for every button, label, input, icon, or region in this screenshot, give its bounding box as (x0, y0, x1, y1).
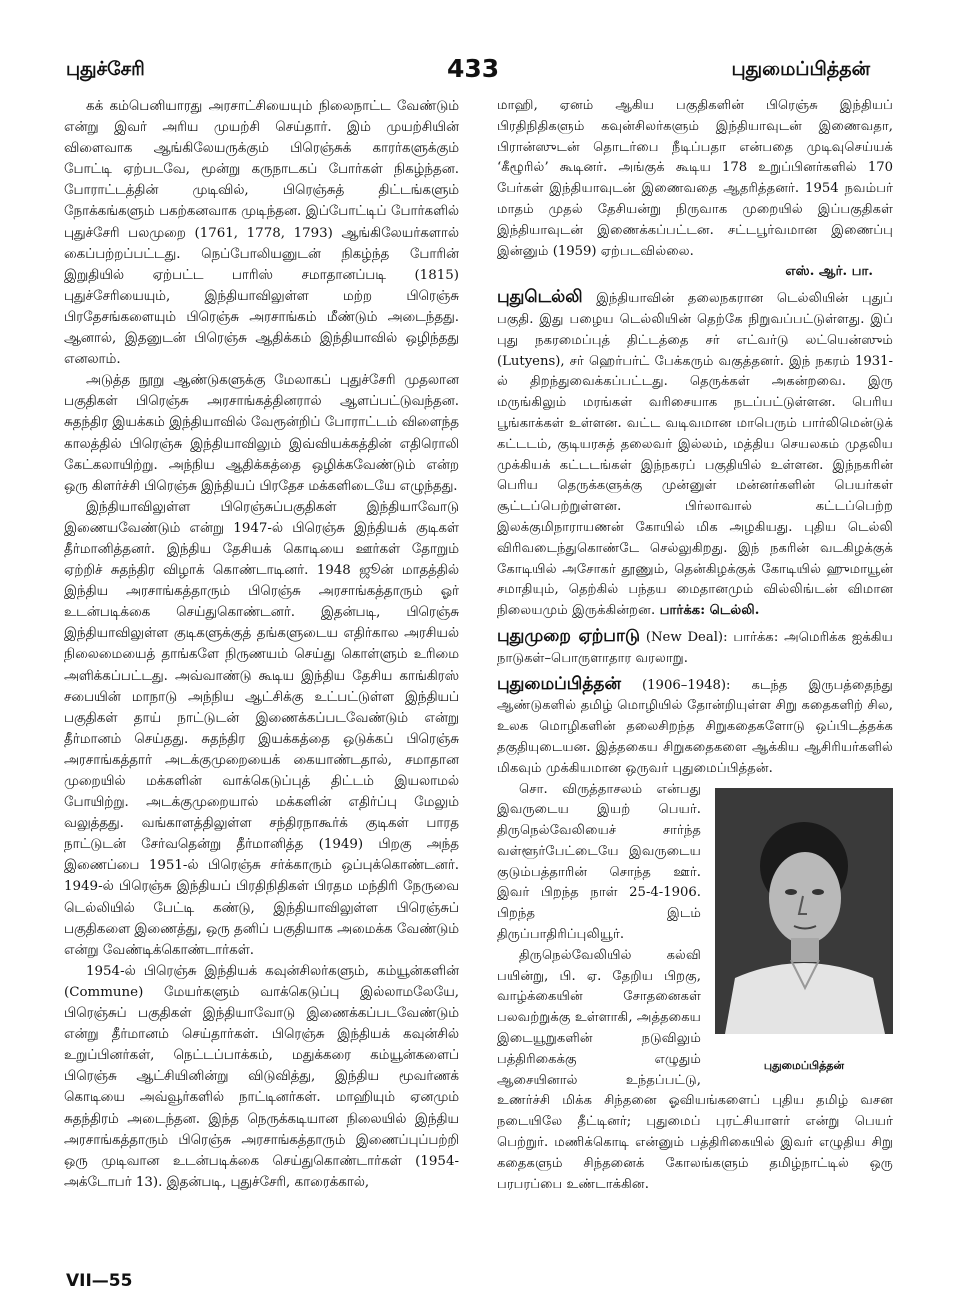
portrait-caption: புதுமைப்பித்தன் (763, 1058, 845, 1072)
entry-pudhumaippithan (497, 674, 893, 780)
paragraph: திருநெல்வேலியில் கல்வி பயின்று, பி. ஏ. தேறிய பிறகு, வாழ்க்கையின் சோதனைகள் பலவற்றுக்கு உள்ளாகி, அத்தகைய இடையூறுகளின் நடுவிலும் பத்திரிகைக்கு எழுதும் ஆசையினால் உந்தப்பட்டு, உணர்ச்சி மிக்க சிந்தனை ஓவியங்களைப் புதிய தமிழ் வசன நடையிலே தீட்டினர்; புதுமைப் புரட்சியாளர் என்று பெயர் பெற்றுர். மணிக்கொடி என்னும் பத்திரிகையில் இவர் எழுதிய சிறு கதைகளும் சிந்தனைக் கோலங்களும் தமிழ்நாட்டில் ஒரு பரபரப்பை உண்டாக்கின. (497, 947, 893, 1192)
entry-pudhu-delhi (497, 287, 893, 622)
paragraph: அடுத்த நூறு ஆண்டுகளுக்கு மேலாகப் புதுச்சேரி முதலான பகுதிகள் பிரெஞ்சு அரசாங்கத்தினரால் ஆளப்பட்டுவந்தன. சுதந்திர இயக்கம் இந்தியாவில் வேரூன்றிப் போராட்டம் விளைந்த காலத்தில் பிரெஞ்சு இந்தியாவிலும் இவ்வியக்கத்தின் எதிரொலி கேட்கலாயிற்று. அந்நிய ஆதிக்கத்தை ஒழிக்கவேண்டும் என்ற ஒரு கிளர்ச்சி பிரெஞ்சு இந்தியப் பிரதேச மக்களிடையே எழுந்தது. (64, 373, 459, 494)
entry-headword: புதுமைப்பித்தன் (497, 673, 621, 694)
paragraph: மாஹி, ஏனம் ஆகிய பகுதிகளின் பிரெஞ்சு இந்தியப் பிரதிநிதிகளும் கவுன்சிலர்களும் இந்தியாவுடன் இணைவதா, பிரான்ஸுடன் தொடர்பை நீடிப்பதா என்பதை முடிவுசெய்யக் ‘கீழூரில்’ கூடினர். அங்குக் கூடிய 178 உறுப்பினர்களில் 170 பேர்கள் இந்தியாவுடன் இணைவதை ஆதரித்தனர். 1954 நவம்பர் மாதம் முதல் தேசியன்று நிருவாக முறையில் இப்பகுதிகள் இந்தியாவுடன் இணைக்கப்பட்டன. சட்டபூர்வமான இணைப்பு இன்னும் (1959) ஏற்படவில்லை. (497, 98, 893, 259)
author-initials: எஸ். ஆர். பா. (785, 264, 873, 280)
running-head-right: புதுமைப்பித்தன் (731, 58, 870, 80)
entry-new-deal (497, 626, 893, 670)
page-number: 433 (447, 54, 500, 83)
cross-reference: பார்க்க: டெல்லி. (655, 603, 760, 619)
entry-headword: புதுமுறை ஏற்பாடு (497, 625, 641, 646)
paragraph: கக் கம்பெனியாரது அரசாட்சியையும் நிலைநாட்ட வேண்டும் என்று இவர் அரிய முயற்சி செய்தார். இம் முயற்சியின் விளைவாக ஆங்கிலேயருக்கும் பிரெஞ்சுக் காரர்களுக்கும் போட்டி ஏற்படவே, மூன்று கருநாடகப் போர்கள் நிகழ்ந்தன. போராட்டத்தின் முடிவில், பிரெஞ்சுத் திட்டங்களும் நோக்கங்களும் பகற்கனவாக முடிந்தன. இப்போட்டிப் போர்களில் புதுச்சேரி பலமுறை (1761, 1778, 1793) ஆங்கிலேயர்களால் கைப்பற்றப்பட்டது. நெப்போலியனுடன் நிகழ்ந்த போரின் இறுதியில் ஏற்பட்ட பாரிஸ் சமாதானப்படி (1815) புதுச்சேரியையும், இந்தியாவிலுள்ள மற்ற பிரெஞ்சு பிரதேசங்களையும் பிரெஞ்சு அரசாங்கம் மீண்டும் அடைந்தது. ஆனால், இதனுடன் பிரெஞ்சு ஆதிக்கம் இந்தியாவில் ஒழிந்தது எனலாம். (64, 99, 459, 368)
left-column (64, 96, 459, 1276)
portrait-image (715, 788, 893, 1034)
running-head-left: புதுச்சேரி (66, 58, 145, 80)
entry-body: (1906–1948): கடந்த இருபத்தைந்து ஆண்டுகளில் தமிழ் மொழியில் தோன்றியுள்ள சிறு கதைகளிற் சில, உலக மொழிகளின் தலைசிறந்த சிறுகதைகளோடு ஒப்பிடத்தக்க தகுதியுடையன. இத்தகைய சிறுகதைகளை ஆக்கிய ஆசிரியர்களில் மிகவும் முக்கியமான ஒருவர் புதுமைப்பித்தன். (497, 677, 893, 776)
entry-headword: புதுடெல்லி (497, 287, 583, 308)
portrait-photo (715, 788, 893, 1034)
volume-signature: VII—55 (66, 1271, 133, 1291)
entry-body: (New Deal): பார்க்க: அமெரிக்க ஐக்கிய நாடுகள்–பொருளாதார வரலாறு. (497, 629, 893, 666)
author-signature (497, 262, 893, 283)
paragraph: இந்தியாவிலுள்ள பிரெஞ்சுப்பகுதிகள் இந்தியாவோடு இணையவேண்டும் என்று 1947-ல் பிரெஞ்சு இந்தியக் குடிகள் தீர்மானித்தனர். இந்திய தேசியக் கொடியை ஊர்கள் தோறும் ஏற்றிச் சுதந்திர விழாக் கொண்டாடினர். 1948 ஜூன் மாதத்தில் இந்திய அரசாங்கத்தாரும் பிரெஞ்சு அரசாங்கத்தாரும் ஓர் உடன்படிக்கை செய்துகொண்டனர். இதன்படி, பிரெஞ்சு இந்தியாவிலுள்ள குடிகளுக்குத் தங்களுடைய எதிர்கால அரசியல் நிலைமையைத் தாங்களே நிருணயம் செய்து கொள்ளும் உரிமை அளிக்கப்பட்டது. அவ்வாண்டு கூடிய இந்திய தேசிய காங்கிரஸ் சபையின் மாநாடு அந்நிய ஆட்சிக்கு உட்பட்டுள்ள இந்தியப் பகுதிகள் தாய் நாட்டுடன் இணைக்கப்படவேண்டும் என்று தீர்மானம் செய்தது. சுதந்திர இயக்கத்தை ஒடுக்கப் பிரெஞ்சு அரசாங்கத்தார் அடக்குமுறையைக் கையாண்டதால், சமாதான முறையில் மக்களின் வாக்கெடுப்புத் திட்டம் இயலாமல் போயிற்று. அடக்குமுறையால் மக்களின் எதிர்ப்பு மேலும் வலுத்தது. வங்காளத்திலுள்ள சந்திரநாகூர்க் குடிகள் பாரத நாட்டுடன் சேர்வதென்று தீர்மானித்த (1949) பிறகு அந்த இணைப்பை 1951-ல் பிரெஞ்சு சர்க்காரும் ஒப்புக்கொண்டனர். 1949-ல் பிரெஞ்சு இந்தியப் பிரதிநிதிகள் பிரதம மந்திரி நேருவை டெல்லியில் பேட்டி கண்டு, இந்தியாவிலுள்ள பிரெஞ்சுப் பகுதிகளை இணைத்து, ஒரு தனிப் பகுதியாக அமைக்க வேண்டும் என்று வேண்டிக்கொண்டார்கள். (64, 499, 459, 958)
right-column (497, 96, 893, 1216)
portrait-figure (715, 788, 893, 1077)
entry-body: இந்தியாவின் தலைநகரான டெல்லியின் புதுப் பகுதி. இது பழைய டெல்லியின் தெற்கே நிறுவப்பட்டுள்ளது. இப் புது நகரமைப்புத் திட்டத்தை சர் எட்வர்டு லட்யென்ஸும் (Lutyens), சர் ஹெர்பர்ட் பேக்கரும் வகுத்தனர். இந் நகரம் 1931-ல் திறந்துவைக்கப்பட்டது. தெருக்கள் அகன்றவை. இரு மருங்கிலும் மரங்கள் வரிசையாக நடப்பட்டுள்ளன. பெரிய பூங்காக்கள் உள்ளன. வட்ட வடிவமான மாபெரும் பார்லிமென்டுக் கட்டடம், குடியரசுத் தலைவர் இல்லம், மத்திய செயலகம் முதலிய முக்கியக் கட்டடங்கள் இந்நகரப் பகுதியில் உள்ளன. இந்நகரின் பெரிய தெருக்களுக்கு முன்னுள் மன்னர்களின் பெயர்கள் சூட்டப்பெற்றுள்ளன. பிர்லாவால் கட்டப்பெற்ற இலக்குமிநாராயணன் கோயில் மிக அழகியது. புதிய டெல்லி விரிவடைந்துகொண்டே செல்லுகிறது. இந் நகரின் வடகிழக்குக் கோடியில் அசோகர் தூணும், தென்கிழக்குக் கோடியில் ஹுமாயூன் சமாதியும், தெற்கில் பந்தய மைதானமும் வில்லிங்டன் விமான நிலையமும் இருக்கின்றன. (497, 291, 893, 619)
paragraph: 1954-ல் பிரெஞ்சு இந்தியக் கவுன்சிலர்களும், கம்யூன்களின் (Commune) மேயர்களும் வாக்கெடுப்பு இல்லாமலேயே, பிரெஞ்சுப் பகுதிகள் இந்தியாவோடு இணைக்கப்படவேண்டும் என்று தீர்மானம் செய்தார்கள். பிரெஞ்சு இந்தியக் கவுன்சில் உறுப்பினர்கள், நெட்டப்பாக்கம், மதுக்கரை கம்யூன்களைப் பிரெஞ்சு ஆட்சியினின்று விடுவித்து, இந்திய மூவர்ணக் கொடியை அவ்வூர்களில் நாட்டினர்கள். மாஹியும் ஏனமும் சுதந்திரம் அடைந்தன. இந்த நெருக்கடியான நிலையில் இந்திய அரசாங்கத்தாரும் பிரெஞ்சு அரசாங்கத்தாரும் இணைப்புப்பற்றி ஒரு முடிவான உடன்படிக்கை செய்துகொண்டார்கள் (1954-அக்டோபர் 13). இதன்படி, புதுச்சேரி, காரைக்கால், (64, 963, 459, 1190)
paragraph: சொ. விருத்தாசலம் என்பது இவருடைய இயற் பெயர். திருநெல்வேலியைச் சார்ந்த வள்ளூர்பேட்டையே இவருடைய குடும்பத்தாரின் சொந்த ஊர். இவர் பிறந்த நாள் 25-4-1906. பிறந்த இடம் திருப்பாதிரிப்புலியூர். (497, 781, 701, 943)
